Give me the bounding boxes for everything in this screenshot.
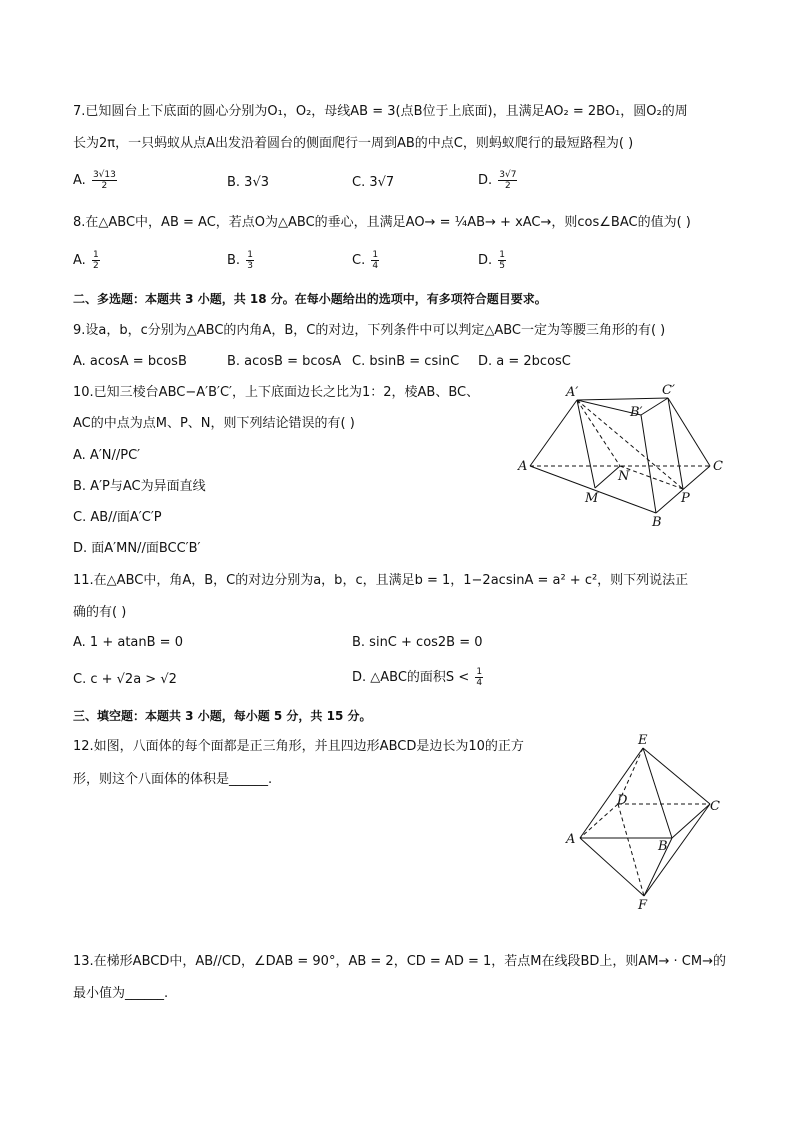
q7-option-b[interactable]: B. 3√3: [227, 175, 270, 190]
q10-option-b[interactable]: B. A′P与AC为异面直线: [73, 479, 206, 494]
label-a: A: [518, 459, 528, 474]
q11-option-b[interactable]: B. sinC + cos2B = 0: [352, 635, 483, 650]
label-m: M: [585, 491, 599, 506]
label-f: F: [638, 898, 648, 912]
q11-stem-line2: 确的有( ): [73, 605, 127, 620]
q10-stem-line1: 10.已知三棱台ABC−A′B′C′，上下底面边长之比为1：2，棱AB、BC、: [73, 385, 480, 400]
q11-option-d-fraction: $\frac{1}{4}$: [476, 667, 483, 688]
edge-a1c1: [577, 398, 668, 400]
q7-option-a[interactable]: [73, 170, 119, 191]
q7-stem-line1: 7.已知圆台上下底面的圆心分别为O₁，O₂，母线AB = 3(点B位于上底面)，且满足AO₂ = 2BO₁，圆O₂的周: [73, 104, 688, 119]
q7-option-d[interactable]: [478, 170, 519, 191]
label-c: C: [710, 799, 720, 814]
q10-option-d[interactable]: D. 面A′MN//面BCC′B′: [73, 541, 201, 556]
q8-option-d[interactable]: [478, 250, 508, 271]
edge-cf: [644, 804, 710, 896]
q9-option-c[interactable]: C. bsinB = csinC: [352, 354, 460, 369]
q9-stem-line1: 9.设a，b，c分别为△ABC的内角A，B，C的对边，下列条件中可以判定△ABC一定为等腰三角形的有( ): [73, 323, 666, 338]
label-b: B: [658, 839, 668, 854]
q8-option-d-label: D.: [478, 253, 493, 268]
q8-option-b-fraction: $\frac{1}{3}$: [247, 250, 253, 271]
q12-stem-line2: 形，则这个八面体的体积是______.: [73, 772, 273, 787]
q10-option-a[interactable]: A. A′N//PC′: [73, 448, 141, 463]
label-e: E: [638, 733, 648, 748]
q8-option-d-fraction: $\frac{1}{5}$: [499, 250, 506, 271]
q13-stem-line1: 13.在梯形ABCD中，AB//CD，∠DAB = 90°，AB = 2，CD = AD = 1，若点M在线段BD上，则AM→ · CM→的: [73, 954, 726, 969]
label-a: A: [566, 832, 576, 847]
q9-option-b[interactable]: B. acosB = bcosA: [227, 354, 342, 369]
q11-option-d[interactable]: [352, 667, 485, 688]
q12-stem-line1: 12.如图，八面体的每个面都是正三角形，并且四边形ABCD是边长为10的正方: [73, 739, 524, 754]
edge-ec: [643, 748, 710, 804]
label-b1: B′: [630, 405, 643, 420]
label-b: B: [652, 515, 662, 530]
edge-af: [580, 838, 644, 896]
q8-option-a[interactable]: [73, 250, 102, 271]
q10-option-c[interactable]: C. AB//面A′C′P: [73, 510, 162, 525]
q8-stem-line1: 8.在△ABC中，AB = AC，若点O为△ABC的垂心，且满足AO→ = ¼AB→ + xAC→，则cos∠BAC的值为( ): [73, 215, 691, 230]
label-n: N: [618, 469, 630, 484]
label-p: P: [681, 491, 690, 506]
segment-c1p: [668, 398, 683, 489]
edge-df-hidden: [618, 804, 644, 896]
edge-a1a: [530, 400, 577, 466]
q9-option-d[interactable]: D. a = 2bcosC: [478, 354, 571, 369]
q8-option-b-label: B.: [227, 253, 241, 268]
q8-option-c-label: C.: [352, 253, 366, 268]
edge-b1c1: [641, 398, 668, 415]
q7-option-c[interactable]: C. 3√7: [352, 175, 395, 190]
edge-da-hidden: [580, 804, 618, 838]
q8-option-a-label: A.: [73, 253, 86, 268]
edge-ea: [580, 748, 643, 838]
q11-option-d-label: D. △ABC的面积S <: [352, 670, 470, 685]
q8-option-a-fraction: $\frac{1}{2}$: [92, 250, 99, 271]
edge-bc: [672, 804, 710, 838]
octahedron-figure: [562, 732, 732, 912]
edge-eb: [643, 748, 672, 838]
q7-option-d-label: D.: [478, 173, 493, 188]
q13-stem-line2: 最小值为______.: [73, 986, 169, 1001]
q11-stem-line1: 11.在△ABC中，角A，B，C的对边分别为a，b，c，且满足b = 1，1−2acsinA = a² + c²，则下列说法正: [73, 573, 689, 588]
label-d: D: [617, 793, 628, 808]
q9-option-a[interactable]: A. acosA = bcosB: [73, 354, 187, 369]
q11-option-a[interactable]: A. 1 + atanB = 0: [73, 635, 183, 650]
q7-option-a-fraction: $\frac{3√13}{2}$: [92, 170, 116, 191]
q7-option-a-label: A.: [73, 173, 86, 188]
label-c: C: [713, 459, 723, 474]
q7-option-d-fraction: $\frac{3√7}{2}$: [499, 170, 517, 191]
q11-option-c[interactable]: C. c + √2a > √2: [73, 672, 177, 687]
edge-c1c: [668, 398, 710, 466]
q7-stem-line2: 长为2π，一只蚂蚁从点A出发沿着圆台的侧面爬行一周到AB的中点C，则蚂蚁爬行的最短路程为( ): [73, 136, 634, 151]
q8-option-c[interactable]: [352, 250, 381, 271]
label-c1: C′: [662, 383, 675, 398]
label-a1: A′: [566, 385, 579, 400]
q8-option-b[interactable]: [227, 250, 256, 271]
q10-stem-line2: AC的中点为点M、P、N，则下列结论错误的有( ): [73, 416, 355, 431]
q8-option-c-fraction: $\frac{1}{4}$: [372, 250, 379, 271]
segment-mn: [595, 466, 620, 488]
section-multiple-choice-heading: 二、多选题：本题共 3 小题，共 18 分。在每小题给出的选项中，有多项符合题目要求。: [73, 292, 547, 306]
frustum-figure: [510, 380, 730, 530]
section-fill-in-heading: 三、填空题：本题共 3 小题，每小题 5 分，共 15 分。: [73, 709, 372, 723]
